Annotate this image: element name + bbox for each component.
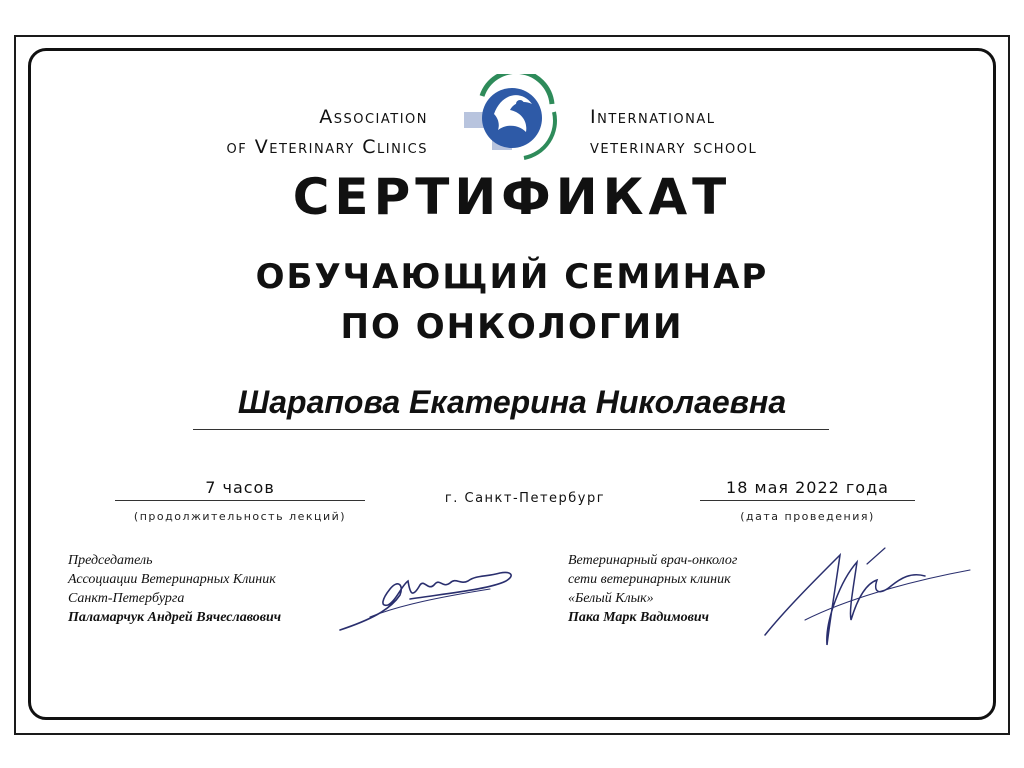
signatory-right-line2: сети ветеринарных клиник (568, 572, 731, 587)
date-underline (700, 500, 915, 501)
org-right-line1: International (590, 106, 716, 128)
signatory-left-line2: Ассоциации Ветеринарных Клиник (68, 572, 276, 587)
signature-right (745, 540, 980, 660)
org-right (590, 102, 757, 162)
seminar-title-line1: ОБУЧАЮЩИЙ СЕМИНАР (255, 257, 769, 297)
org-left-line2: of Veterinary Clinics (226, 136, 428, 158)
org-right-line2: veterinary school (590, 136, 758, 158)
city: г. Санкт-Петербург (444, 491, 606, 506)
date-caption: (дата проведения) (740, 510, 875, 523)
duration-caption: (продолжительность лекций) (133, 510, 347, 523)
signatory-left (68, 551, 281, 627)
org-left (226, 102, 428, 162)
signatory-right-name: Пака Марк Вадимович (568, 610, 710, 625)
signatory-right-line1: Ветеринарный врач-онколог (568, 553, 738, 568)
date-value: 18 мая 2022 года (726, 478, 889, 497)
certificate-title: СЕРТИФИКАТ (292, 168, 732, 226)
signatory-right-line3: «Белый Клык» (568, 591, 654, 606)
duration-value: 7 часов (205, 478, 275, 497)
seminar-title-line2: ПО ОНКОЛОГИИ (340, 307, 684, 347)
association-logo-icon (462, 74, 558, 164)
duration-underline (115, 500, 365, 501)
org-left-line1: Association (319, 106, 428, 128)
recipient-name: Шарапова Екатерина Николаевна (237, 384, 787, 420)
signatory-left-line1: Председатель (68, 553, 153, 568)
recipient-underline (193, 429, 829, 430)
signatory-left-line3: Санкт-Петербурга (68, 591, 185, 606)
signatory-left-name: Паламарчук Андрей Вячеславович (68, 610, 282, 625)
signature-left (330, 555, 530, 640)
seminar-title (0, 252, 1024, 352)
signatory-right (568, 551, 737, 627)
